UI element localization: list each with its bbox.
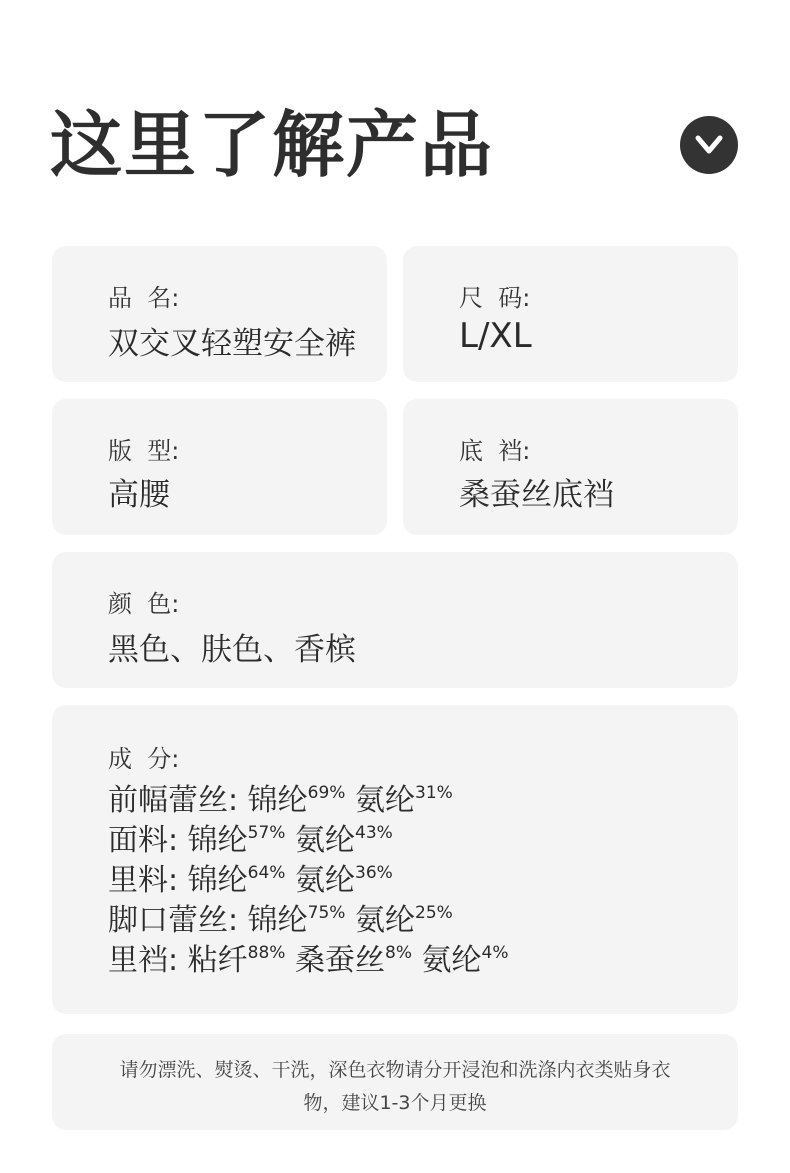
crotch-label: 底 裆: — [459, 437, 531, 465]
color-value: 黑色、肤色、香槟 — [108, 632, 356, 668]
composition-line — [108, 781, 453, 821]
material-percent: 43% — [355, 823, 393, 843]
card-fit — [52, 399, 387, 535]
material-percent: 8% — [385, 943, 412, 963]
fit-value: 高腰 — [108, 477, 170, 513]
card-size — [403, 246, 738, 382]
composition-part: 脚口蕾丝: — [108, 903, 239, 938]
chevron-down-icon — [694, 134, 724, 156]
composition-line — [108, 821, 393, 861]
material-percent: 75% — [307, 903, 346, 923]
composition-part: 面料: — [108, 823, 179, 858]
material-name: 氨纶 — [355, 783, 415, 818]
material-name: 锦纶 — [247, 783, 308, 818]
card-color — [52, 552, 738, 688]
card-care-note — [52, 1034, 738, 1130]
card-composition — [52, 705, 738, 1014]
material-name: 氨纶 — [421, 943, 482, 978]
product-name-label: 品 名: — [108, 284, 180, 312]
product-name-value: 双交叉轻塑安全裤 — [108, 326, 356, 362]
size-value: L/XL — [459, 316, 532, 356]
composition-label: 成 分: — [108, 745, 180, 773]
material-percent: 57% — [247, 823, 286, 843]
expand-toggle-button[interactable] — [680, 116, 738, 174]
material-percent: 25% — [415, 903, 453, 923]
material-percent: 31% — [415, 783, 453, 803]
material-percent: 64% — [247, 863, 286, 883]
material-percent: 69% — [307, 783, 346, 803]
material-name: 锦纶 — [247, 903, 308, 938]
material-name: 桑蚕丝 — [295, 943, 385, 978]
care-note-text — [92, 1054, 698, 1120]
material-name: 氨纶 — [355, 903, 415, 938]
composition-line — [108, 901, 453, 941]
material-percent: 4% — [481, 943, 509, 963]
fit-label: 版 型: — [108, 437, 180, 465]
material-percent: 88% — [247, 943, 286, 963]
composition-part: 前幅蕾丝: — [108, 783, 239, 818]
composition-line — [108, 941, 509, 981]
material-name: 锦纶 — [187, 863, 248, 898]
page-title: 这里了解产品 — [50, 103, 495, 187]
care-note-line: 物，建议1-3个月更换 — [303, 1092, 487, 1114]
size-label: 尺 码: — [459, 284, 531, 312]
color-label: 颜 色: — [108, 590, 180, 618]
card-product-name — [52, 246, 387, 382]
material-name: 氨纶 — [295, 823, 355, 858]
material-name: 锦纶 — [187, 823, 248, 858]
material-name: 粘纤 — [187, 943, 248, 978]
care-note-line: 请勿漂洗、熨烫、干洗，深色衣物请分开浸泡和洗涤内衣类贴身衣 — [119, 1059, 671, 1081]
material-percent: 36% — [355, 863, 393, 883]
composition-part: 里料: — [108, 863, 179, 898]
composition-part: 里裆: — [108, 943, 179, 978]
crotch-value: 桑蚕丝底裆 — [459, 477, 614, 513]
material-name: 氨纶 — [295, 863, 355, 898]
card-crotch — [403, 399, 738, 535]
composition-line — [108, 861, 393, 901]
